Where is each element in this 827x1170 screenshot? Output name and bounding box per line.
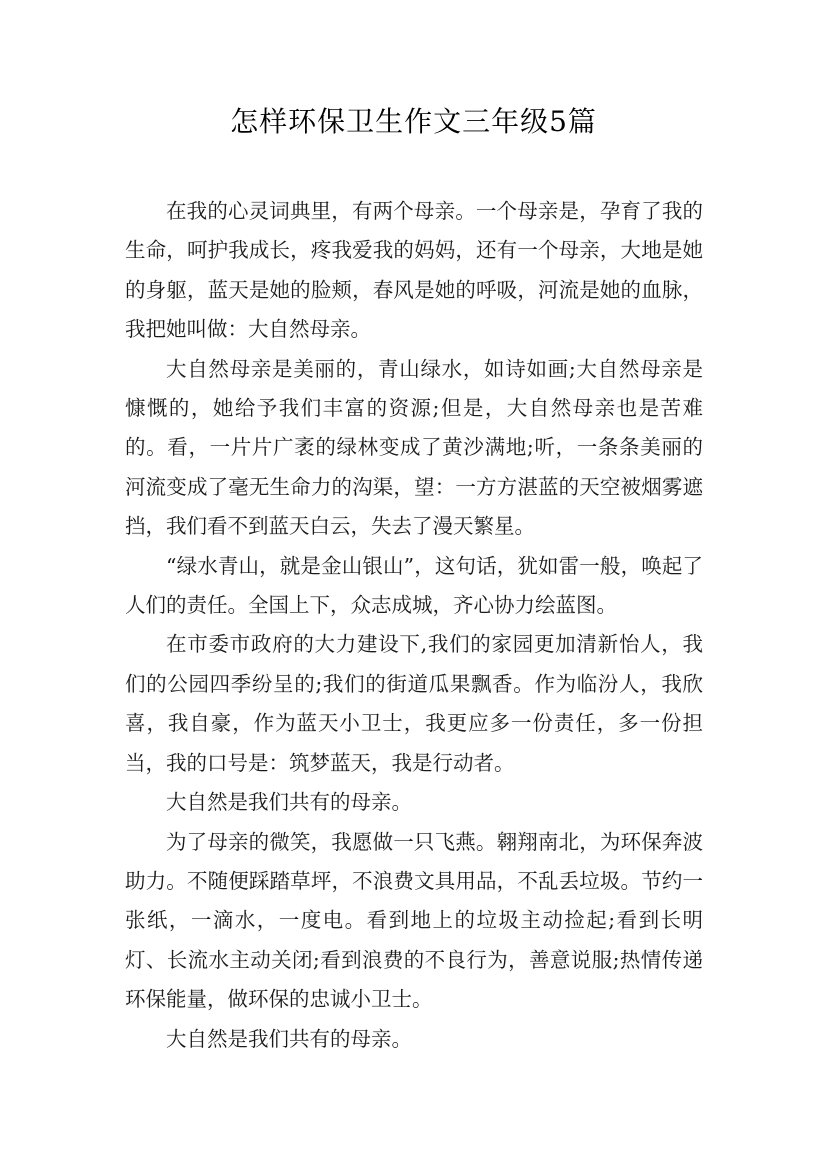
paragraph: 在我的心灵词典里，有两个母亲。一个母亲是，孕育了我的生命，呵护我成长，疼我爱我的妈妈，还有一个母亲，大地是她的身躯，蓝天是她的脸颊，春风是她的呼吸，河流是她的血脉，我把她叫做：大自然母亲。 (125, 199, 703, 342)
paragraph: 大自然母亲是美丽的，青山绿水，如诗如画;大自然母亲是慷慨的，她给予我们丰富的资源;但是，大自然母亲也是苦难的。看，一片片广袤的绿林变成了黄沙满地;听，一条条美丽的河流变成了毫无生命力的沟渠，望：一方方湛蓝的天空被烟雾遮挡，我们看不到蓝天白云，失去了漫天繁星。 (125, 356, 703, 539)
paragraph: “绿水青山，就是金山银山”，这句话，犹如雷一般，唤起了人们的责任。全国上下，众志成城，齐心协力绘蓝图。 (125, 553, 703, 618)
paragraph: 为了母亲的微笑，我愿做一只飞燕。翱翔南北，为环保奔波助力。不随便踩踏草坪，不浪费文具用品，不乱丢垃圾。节约一张纸，一滴水，一度电。看到地上的垃圾主动捡起;看到长明灯、长流水主动关闭;看到浪费的不良行为，善意说服;热情传递环保能量，做环保的忠诚小卫士。 (125, 829, 703, 1012)
paragraph: 大自然是我们共有的母亲。 (166, 1026, 412, 1051)
paragraph: 在市委市政府的大力建设下,我们的家园更加清新怡人，我们的公园四季纷呈的;我们的街道瓜果飘香。作为临汾人，我欣喜，我自豪，作为蓝天小卫士，我更应多一份责任，多一份担当，我的口号是：筑梦蓝天，我是行动者。 (125, 632, 703, 775)
paragraph: 大自然是我们共有的母亲。 (166, 790, 412, 815)
document-body (125, 192, 703, 1059)
document-title: 怎样环保卫生作文三年级5篇 (230, 105, 597, 138)
